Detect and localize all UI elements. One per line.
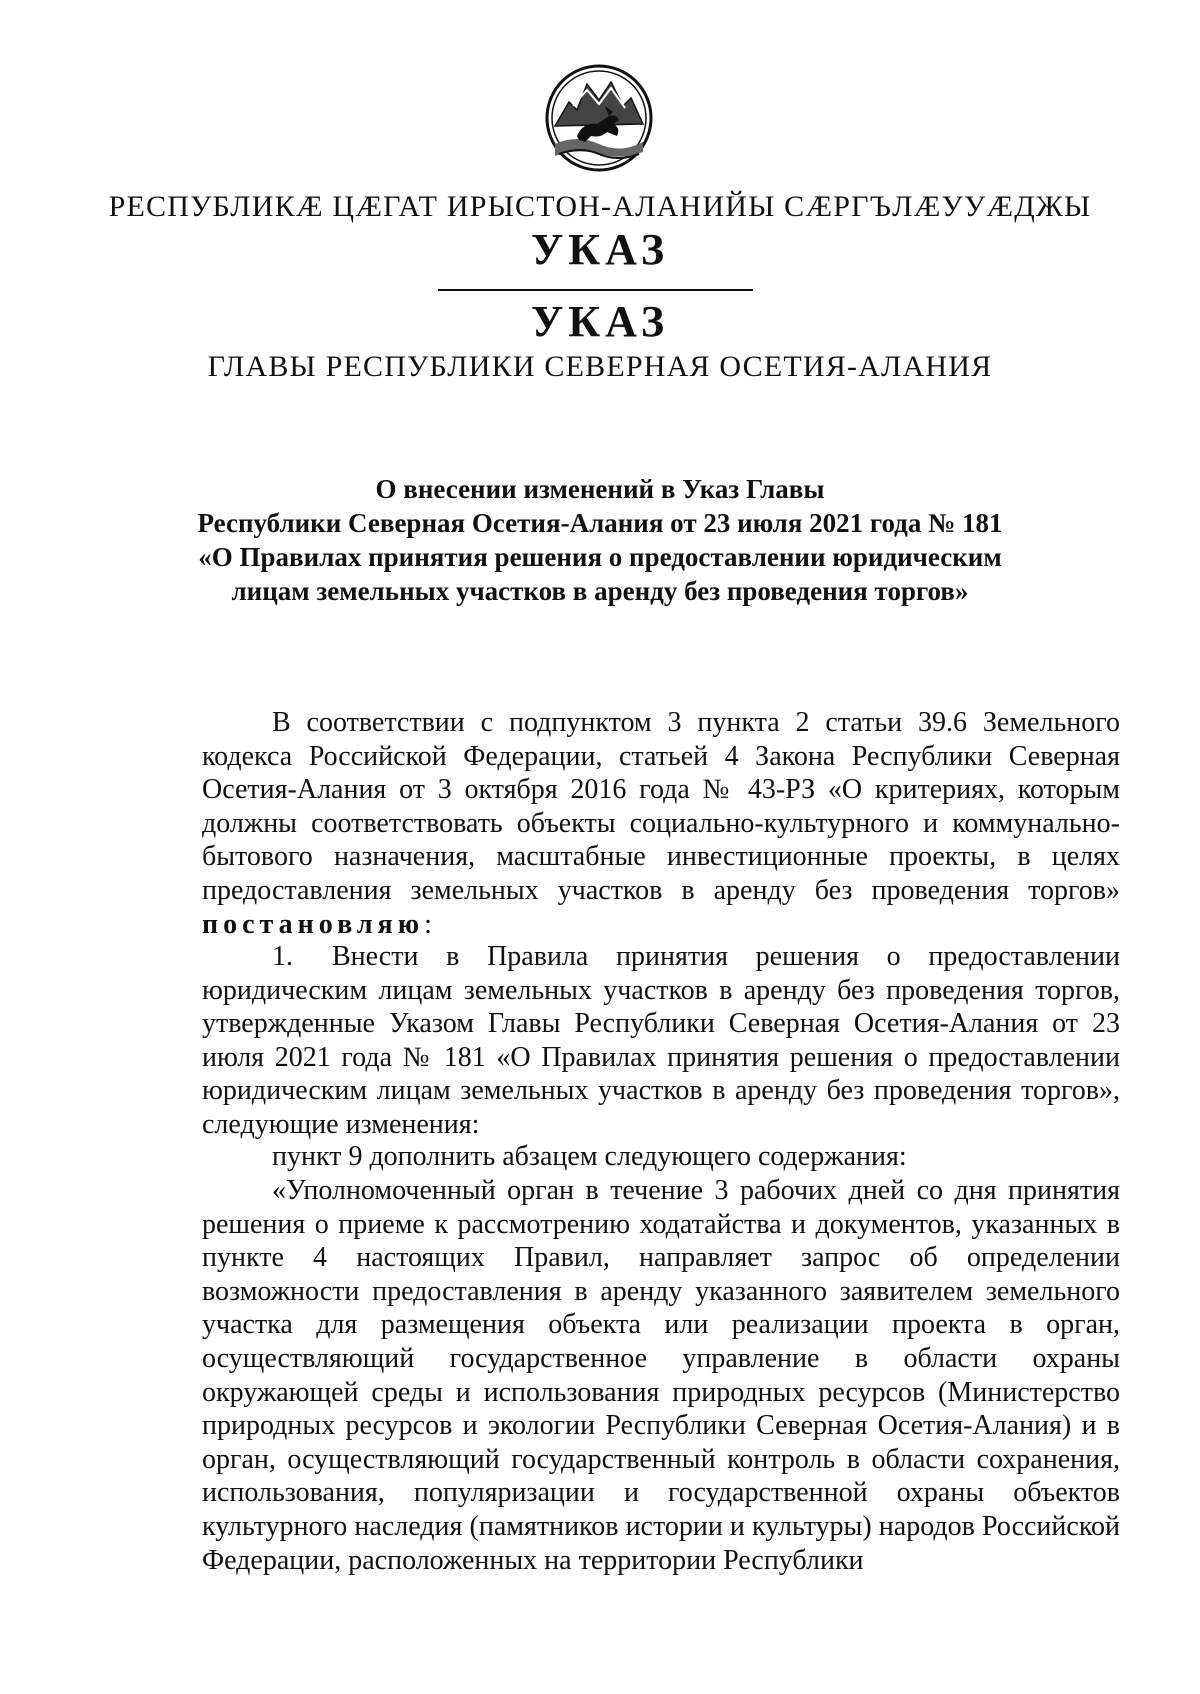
preamble-text: В соответствии с подпунктом 3 пункта 2 статьи 39.6 Земельного кодекса Российской Федерации, статьей 4 Закона Республики Северная Осетия-Алания от 3 октября 2016 года № 43-РЗ «О критериях, которым должны соответствовать объекты социально-культурного и коммунально-бытового назначения, масштабные инвестиционные проекты, в целях предоставления земельных участков в аренду без проведения торгов» — [202, 707, 1120, 906]
coat-of-arms-emblem — [543, 62, 655, 174]
preamble-paragraph — [202, 706, 1120, 941]
title-line: Республики Северная Осетия-Алания от 23 июля 2021 года № 181 — [197, 508, 1003, 538]
colon: : — [424, 908, 432, 940]
amendment-text: «Уполномоченный орган в течение 3 рабочих дней со дня принятия решения о приеме к рассмотрению ходатайства и документов, указанных в пункте 4 настоящих Правил, направляет запрос об определении возможности предоставления в аренду указанного заявителем земельного участка для размещения объекта или реализации проекта в орган, осуществляющий государственное управление в области охраны окружающей среды и использования природных ресурсов (Министерство природных ресурсов и экологии Республики Северная Осетия-Алания) и в орган, осуществляющий государственный контроль в области сохранения, использования, популяризации и государственной охраны объектов культурного наследия (памятников истории и культуры) народов Российской Федерации, расположенных на территории Республики — [202, 1175, 1120, 1576]
ukaz-title-ossetian: УКАЗ — [530, 225, 670, 274]
clause-1-text: Внести в Правила принятия решения о предоставлении юридическим лицам земельных участков в аренду без проведения торгов, утвержденные Указом Главы Республики Северная Осетия-Алания от 23 июля 2021 года № 181 «О Правилах принятия решения о предоставлении юридическим лицам земельных участков в аренду без проведения торгов», следующие изменения: — [202, 941, 1120, 1140]
clause-1-paragraph — [202, 940, 1120, 1142]
title-line: О внесении изменений в Указ Главы — [375, 474, 825, 504]
amendment-text-paragraph — [202, 1174, 1120, 1577]
clause-number: 1. — [272, 941, 293, 972]
header-divider — [438, 289, 753, 291]
title-line: «О Правилах принятия решения о предоставлении юридическим — [198, 542, 1002, 572]
russian-heading: ГЛАВЫ РЕСПУБЛИКИ СЕВЕРНАЯ ОСЕТИЯ-АЛАНИЯ — [207, 350, 993, 383]
ukaz-title-russian: УКАЗ — [530, 297, 670, 346]
amendment-intro-paragraph — [202, 1140, 1120, 1174]
amendment-intro-text: пункт 9 дополнить абзацем следующего содержания: — [272, 1141, 907, 1172]
ossetian-heading: РЕСПУБЛИКӔ ЦӔГАТ ИРЫСТОН-АЛАНИЙЫ СӔРГЪЛӔУУӔДЖЫ — [108, 190, 1092, 223]
decree-keyword: постановляю — [202, 908, 425, 940]
document-title — [180, 472, 1020, 608]
title-line: лицам земельных участков в аренду без проведения торгов» — [231, 576, 969, 606]
